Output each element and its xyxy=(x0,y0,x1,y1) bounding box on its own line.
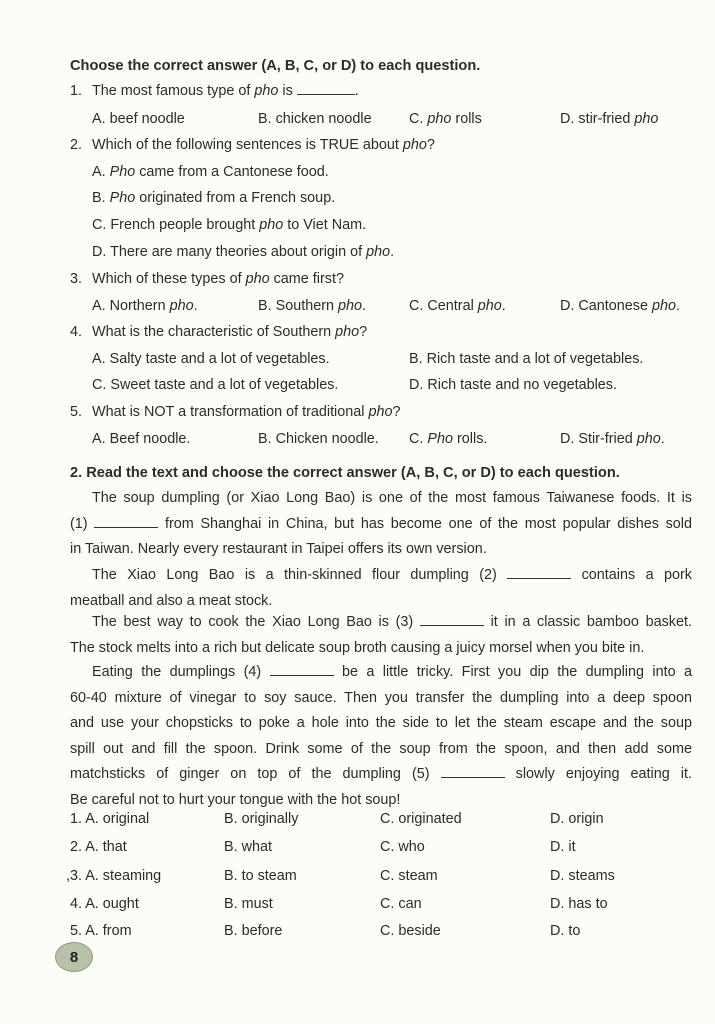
q3-option-a: A. Northern pho. xyxy=(92,298,198,314)
q4-option-c: C. Sweet taste and a lot of vegetables. xyxy=(92,377,339,393)
answer-1-d: D. origin xyxy=(550,811,604,827)
answer-5-c: C. beside xyxy=(380,923,441,939)
answer-5-a: 5. A. from xyxy=(70,923,132,939)
page-number-badge: 8 xyxy=(55,942,93,972)
question-4: 4. What is the characteristic of Southern pho? xyxy=(70,324,368,340)
answer-4-a: 4. A. ought xyxy=(70,896,139,912)
q2-option-b: B. Pho originated from a French soup. xyxy=(92,190,336,206)
answer-blank xyxy=(297,82,355,95)
q1-option-c: C. pho rolls xyxy=(409,111,482,127)
q5-option-b: B. Chicken noodle. xyxy=(258,431,379,447)
q3-option-d: D. Cantonese pho. xyxy=(560,298,681,314)
section1-heading: Choose the correct answer (A, B, C, or D) to each question. xyxy=(70,58,481,74)
answer-4-d: D. has to xyxy=(550,896,608,912)
q1-option-a: A. beef noodle xyxy=(92,111,185,127)
question-2: 2. Which of the following sentences is TRUE about pho? xyxy=(70,137,435,153)
reading-paragraph-2: The Xiao Long Bao is a thin-skinned flour dumpling (2) contains a pork meatball and also a meat stock. xyxy=(70,567,692,609)
q5-option-c: C. Pho rolls. xyxy=(409,431,488,447)
answer-5-b: B. before xyxy=(224,923,283,939)
q2-option-c: C. French people brought pho to Viet Nam. xyxy=(92,217,367,233)
answer-3-a: ,3. A. steaming xyxy=(66,868,162,884)
answer-3-d: D. steams xyxy=(550,868,615,884)
q5-option-d: D. Stir-fried pho. xyxy=(560,431,665,447)
q3-option-b: B. Southern pho. xyxy=(258,298,367,314)
reading-paragraph-1: The soup dumpling (or Xiao Long Bao) is one of the most famous Taiwanese foods. It is (1) from Shanghai in China, but has become one of the most popular dishes sold in Taiwan. Nearly every restaurant in Taipei offers its own version. xyxy=(70,490,692,557)
q1-option-d: D. stir-fried pho xyxy=(560,111,659,127)
question-5: 5. What is NOT a transformation of traditional pho? xyxy=(70,404,401,420)
section2-heading: 2. Read the text and choose the correct answer (A, B, C, or D) to each question. xyxy=(70,465,620,481)
answer-4-b: B. must xyxy=(224,896,273,912)
q4-option-d: D. Rich taste and no vegetables. xyxy=(409,377,617,393)
answer-3-c: C. steam xyxy=(380,868,438,884)
answer-2-d: D. it xyxy=(550,839,576,855)
question-1: 1. The most famous type of pho is . xyxy=(70,83,359,99)
answer-5-d: D. to xyxy=(550,923,581,939)
answer-2-b: B. what xyxy=(224,839,272,855)
q2-option-d: D. There are many theories about origin of pho. xyxy=(92,244,395,260)
answer-3-b: B. to steam xyxy=(224,868,297,884)
q2-option-a: A. Pho came from a Cantonese food. xyxy=(92,164,329,180)
q1-option-b: B. chicken noodle xyxy=(258,111,372,127)
q4-option-b: B. Rich taste and a lot of vegetables. xyxy=(409,351,644,367)
answer-1-b: B. originally xyxy=(224,811,299,827)
answer-4-c: C. can xyxy=(380,896,422,912)
q3-option-c: C. Central pho. xyxy=(409,298,506,314)
q4-option-a: A. Salty taste and a lot of vegetables. xyxy=(92,351,330,367)
reading-paragraph-3: The best way to cook the Xiao Long Bao is (3) it in a classic bamboo basket. The stock melts into a rich but delicate soup broth causing a juicy morsel when you bite in. xyxy=(70,614,692,656)
answer-2-c: C. who xyxy=(380,839,425,855)
answer-1-a: 1. A. original xyxy=(70,811,150,827)
reading-paragraph-4: Eating the dumplings (4) be a little tricky. First you dip the dumpling into a 60-40 mixture of vinegar to soy sauce. Then you transfer the dumpling into a deep spoon and use your chopsticks to poke a hole into the side to let the steam escape and the soup spill out and fill the spoon. Drink some of the soup from the spoon, and then add some matchsticks of ginger on top of the dumpling (5) slowly enjoying eating it. Be careful not to hurt your tongue with the hot soup! xyxy=(70,664,693,808)
question-3: 3. Which of these types of pho came first? xyxy=(70,271,344,287)
answer-1-c: C. originated xyxy=(380,811,462,827)
answer-2-a: 2. A. that xyxy=(70,839,127,855)
q5-option-a: A. Beef noodle. xyxy=(92,431,191,447)
